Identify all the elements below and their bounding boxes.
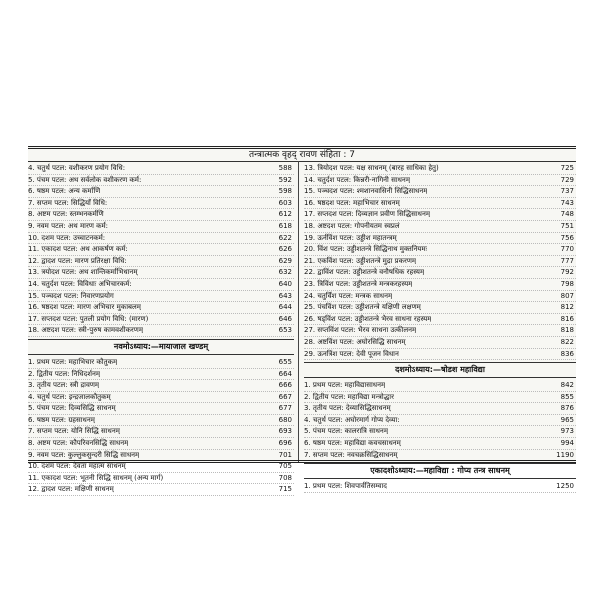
toc-entry bbox=[304, 175, 576, 187]
toc-entry bbox=[28, 163, 294, 175]
toc-entry-title: 5. पंचम पटल: दिव्यसिद्धि साधनम् bbox=[28, 404, 116, 413]
toc-entry-page: 822 bbox=[560, 337, 574, 346]
toc-entry-page: 725 bbox=[560, 164, 574, 172]
toc-entry bbox=[304, 302, 576, 314]
section-heading-ekadash: एकादशोऽध्याय:—महाविद्या : गोप्य तन्त्र साधनम् bbox=[304, 463, 576, 479]
toc-entry bbox=[28, 484, 294, 496]
toc-entry bbox=[304, 426, 576, 438]
toc-entry-title: 26. षड्विंश पटल: उड्डीशतन्त्रे भैरव साधना रहस्यम् bbox=[304, 314, 432, 323]
toc-entry-page: 792 bbox=[560, 268, 574, 277]
toc-entry-page: 655 bbox=[278, 357, 292, 366]
toc-entry-page: 677 bbox=[278, 404, 292, 413]
toc-entry-title: 21. एकविंश पटल: उड्डीशतन्त्रे मुद्रा प्रकरणम् bbox=[304, 256, 417, 265]
toc-entry-title: 27. सप्तविंश पटल: भैरव साधना उत्कीलनम् bbox=[304, 326, 417, 335]
toc-entry bbox=[304, 267, 576, 279]
toc-entry bbox=[28, 244, 294, 256]
toc-entry bbox=[28, 175, 294, 187]
toc-entry-title: 7. सप्तम पटल: योनि सिद्धि साधनम् bbox=[28, 427, 120, 436]
toc-entry-page: 598 bbox=[278, 187, 292, 196]
toc-entry bbox=[304, 186, 576, 198]
toc-entry-page: 855 bbox=[560, 392, 574, 401]
toc-entry bbox=[28, 186, 294, 198]
toc-entry-title: 19. ऊर्नविंश पटल: उड्डीश महातन्त्रम् bbox=[304, 233, 397, 242]
toc-entry-title: 11. एकादश पटल: अथ आकर्षण कर्म: bbox=[28, 245, 128, 254]
toc-entry-page: 816 bbox=[560, 314, 574, 323]
toc-entry-page: 842 bbox=[560, 381, 574, 390]
section-heading-navam: नवमोऽध्याय:—मायाजाल खण्डम् bbox=[28, 339, 294, 355]
toc-entry bbox=[304, 415, 576, 427]
toc-entry bbox=[304, 380, 576, 392]
toc-entry bbox=[28, 267, 294, 279]
toc-entry-page: 612 bbox=[278, 210, 292, 219]
toc-entry-title: 20. विंश पटल: उड्डीशतन्त्रे सिद्धिनाथ मुक्तनियमः bbox=[304, 245, 428, 254]
toc-entry-page: 708 bbox=[278, 473, 292, 482]
toc-entry-page: 666 bbox=[278, 381, 292, 390]
toc-entry-title: 14. चतुर्दश पटल: किन्नरी-नागिनी साधनम् bbox=[304, 175, 411, 184]
toc-entry bbox=[28, 221, 294, 233]
toc-entry bbox=[304, 221, 576, 233]
toc-entry bbox=[28, 279, 294, 291]
toc-entry-title: 9. नवम पटल: कुल्लुकसुन्दरी सिद्धि साधनम् bbox=[28, 450, 140, 459]
toc-entry-page: 696 bbox=[278, 439, 292, 448]
toc-entry bbox=[28, 233, 294, 245]
toc-entry-title: 6. षष्ठम पटल: महाविद्या कवचसाधनम् bbox=[304, 439, 401, 448]
toc-entry-title: 29. ऊनत्रिंश पटल: देवी पूजन विधान bbox=[304, 349, 399, 358]
toc-entry-page: 643 bbox=[278, 291, 292, 300]
toc-entry bbox=[28, 357, 294, 369]
toc-entry-title: 10. दशम पटल: देवता महात्म साधनम् bbox=[28, 462, 126, 471]
toc-entry-page: 701 bbox=[278, 450, 292, 459]
toc-entry-title: 6. षष्ठम पटल: अन्य कर्माणि bbox=[28, 187, 101, 196]
toc-entry-title: 9. नवम पटल: अथ मारण कर्म: bbox=[28, 221, 109, 230]
toc-entry-page: 705 bbox=[278, 462, 292, 471]
toc-entry bbox=[28, 438, 294, 450]
toc-entry bbox=[304, 244, 576, 256]
toc-entry-page: 743 bbox=[560, 198, 574, 207]
right-column bbox=[304, 163, 576, 493]
toc-entry bbox=[304, 314, 576, 326]
toc-entry-title: 16. षष्ठदश पटल: मारण अभिचार मुकाबलम् bbox=[28, 303, 141, 312]
toc-entry-page: 965 bbox=[560, 415, 574, 424]
toc-entry-title: 13. त्रयोदश पटल: अथ शान्तिकर्माभिधानम् bbox=[28, 268, 138, 277]
toc-entry bbox=[28, 209, 294, 221]
toc-entry-title: 1. प्रथम पटल: महाविद्यासाधनम् bbox=[304, 381, 386, 390]
toc-entry-title: 6. षष्ठम पटल: ग्रहसाधनम् bbox=[28, 415, 95, 424]
section-heading-dasham: दशमोऽध्याय:—षोडश महाविद्या bbox=[304, 362, 576, 378]
toc-entry-title: 15. पञ्चदश पटल: निवारणप्रयोग bbox=[28, 291, 114, 300]
toc-entry-page: 664 bbox=[278, 369, 292, 378]
toc-entry-title: 18. अष्टदश पटल: गोपनीयतम स्वप्नलं bbox=[304, 221, 400, 230]
toc-entry-page: 770 bbox=[560, 245, 574, 254]
left-toc-top bbox=[28, 163, 294, 337]
toc-entry bbox=[28, 473, 294, 485]
toc-entry bbox=[304, 392, 576, 404]
toc-entry bbox=[28, 256, 294, 268]
toc-entry bbox=[304, 256, 576, 268]
toc-entry-title: 22. द्वाविंश पटल: उड्डीशतन्त्रे वनौषधिक रहस्यम् bbox=[304, 268, 425, 277]
toc-entry-page: 592 bbox=[278, 175, 292, 184]
toc-entry bbox=[304, 163, 576, 175]
toc-entry bbox=[304, 481, 576, 493]
toc-entry bbox=[28, 380, 294, 392]
toc-entry bbox=[304, 438, 576, 450]
toc-entry bbox=[28, 415, 294, 427]
toc-entry-title: 25. पंचविंश पटल: उड्डीशतन्त्रे यक्षिणी लक्षणम् bbox=[304, 303, 421, 312]
column-divider bbox=[298, 161, 299, 463]
toc-entry-page: 836 bbox=[560, 349, 574, 358]
toc-entry bbox=[28, 325, 294, 337]
toc-entry-title: 4. चतुर्थ पटल: अघोरमार्ग गोप्य देव्या: bbox=[304, 415, 400, 424]
toc-entry-page: 653 bbox=[278, 326, 292, 335]
toc-entry-page: 777 bbox=[560, 256, 574, 265]
toc-entry-page: 1190 bbox=[556, 450, 574, 459]
toc-entry-title: 7. सप्तम पटल: सिद्धियाँ विधि: bbox=[28, 198, 108, 207]
toc-entry bbox=[304, 233, 576, 245]
toc-entry bbox=[28, 314, 294, 326]
toc-entry-page: 626 bbox=[278, 245, 292, 254]
toc-entry-page: 876 bbox=[560, 404, 574, 413]
toc-entry-title: 24. चतुर्विंश पटल: मन्त्रक साधनम् bbox=[304, 291, 393, 300]
toc-entry-title: 3. तृतीय पटल: देव्यासिद्धिसाधनम् bbox=[304, 404, 391, 413]
toc-entry-title: 15. पञ्चदश पटल: श्मशानवासिनी सिद्धिसाधनम् bbox=[304, 187, 428, 196]
toc-entry-page: 629 bbox=[278, 256, 292, 265]
toc-entry bbox=[28, 426, 294, 438]
toc-entry-title: 28. अष्टविंश पटल: अघोरसिद्धि साधनम् bbox=[304, 337, 406, 346]
toc-entry-title: 4. चतुर्थ पटल: वशीकरण प्रयोग विधि: bbox=[28, 164, 126, 172]
toc-entry-title: 8. अष्टम पटल: स्तम्भनकर्मणि bbox=[28, 210, 104, 219]
toc-entry-page: 756 bbox=[560, 233, 574, 242]
toc-entry-title: 7. सप्तम पटल: नवचक्रसिद्धिसाधनम् bbox=[304, 450, 398, 459]
right-toc-top bbox=[304, 163, 576, 360]
toc-entry-title: 2. द्वितीय पटल: निधिदर्शनम् bbox=[28, 369, 101, 378]
toc-entry-page: 715 bbox=[278, 485, 292, 494]
toc-entry-title: 8. अष्टम पटल: कौपरिवनसिद्धि साधनम् bbox=[28, 439, 129, 448]
toc-entry-page: 667 bbox=[278, 392, 292, 401]
toc-entry bbox=[28, 291, 294, 303]
toc-entry-page: 603 bbox=[278, 198, 292, 207]
toc-entry bbox=[304, 403, 576, 415]
toc-entry bbox=[304, 337, 576, 349]
toc-entry bbox=[304, 291, 576, 303]
toc-entry bbox=[28, 392, 294, 404]
toc-entry-page: 973 bbox=[560, 427, 574, 436]
toc-entry bbox=[304, 209, 576, 221]
toc-entry-page: 588 bbox=[278, 164, 292, 172]
toc-entry-title: 23. त्रिविंश पटल: उड्डीशतन्त्रे मन्त्रकरहस्यम् bbox=[304, 279, 413, 288]
toc-entry-title: 4. चतुर्थ पटल: इन्द्रजालकौतुकम् bbox=[28, 392, 111, 401]
toc-entry-title: 1. प्रथम पटल: शिवपार्वतिसम्वाद bbox=[304, 482, 387, 491]
toc-entry-page: 646 bbox=[278, 314, 292, 323]
toc-entry-title: 18. अष्टदश पटल: स्त्री-पुरुष कामवशीकरणम् bbox=[28, 326, 144, 335]
toc-entry-page: 632 bbox=[278, 268, 292, 277]
toc-entry bbox=[28, 198, 294, 210]
toc-entry-title: 1. प्रथम पटल: महाभिचार कौतुकम् bbox=[28, 357, 118, 366]
toc-entry bbox=[28, 369, 294, 381]
toc-entry-page: 729 bbox=[560, 175, 574, 184]
toc-entry-title: 3. तृतीय पटल: स्त्री द्रावणम् bbox=[28, 381, 100, 390]
toc-entry-page: 807 bbox=[560, 291, 574, 300]
toc-entry-title: 17. सप्तदश पटल: पुतली प्रयोग विधि: (मारण) bbox=[28, 314, 149, 323]
toc-entry bbox=[304, 279, 576, 291]
header-rule bbox=[28, 161, 576, 162]
toc-entry-title: 16. षष्ठदश पटल: महाभिचार साधनम् bbox=[304, 198, 400, 207]
right-toc-mid bbox=[304, 380, 576, 461]
toc-entry-title: 5. पंचम पटल: कालरात्रि साधनम् bbox=[304, 427, 389, 436]
toc-entry bbox=[28, 302, 294, 314]
toc-entry-page: 640 bbox=[278, 279, 292, 288]
toc-entry-page: 680 bbox=[278, 415, 292, 424]
toc-entry-page: 812 bbox=[560, 303, 574, 312]
toc-entry-title: 14. चतुर्दश पटल: विविधाः अभिचारकर्म: bbox=[28, 279, 132, 288]
toc-entry-page: 618 bbox=[278, 221, 292, 230]
toc-entry-title: 17. सप्तदश पटल: दिव्यज्ञान प्रवीण सिद्धिसाधनम् bbox=[304, 210, 431, 219]
page-header: तन्त्रात्मक वृहद् रावण संहिता : 7 bbox=[249, 150, 355, 160]
toc-entry-page: 994 bbox=[560, 439, 574, 448]
book-page bbox=[28, 146, 576, 494]
toc-entry bbox=[28, 403, 294, 415]
toc-entry-title: 2. द्वितीय पटल: महाविद्या मन्त्रोद्धार bbox=[304, 392, 394, 401]
toc-entry bbox=[304, 325, 576, 337]
toc-entry-title: 11. एकादश पटल: भूतनी सिद्धि साधनम् (अन्य मार्ग) bbox=[28, 473, 164, 482]
right-toc-bottom bbox=[304, 481, 576, 493]
toc-entry-page: 818 bbox=[560, 326, 574, 335]
toc-entry-title: 13. त्रियोदश पटल: यक्ष साधनम् (बारह साधिका हेतु) bbox=[304, 164, 439, 172]
toc-entry-page: 644 bbox=[278, 303, 292, 312]
toc-entry bbox=[304, 198, 576, 210]
toc-entry-title: 10. दशम पटल: उच्चाटनकर्म: bbox=[28, 233, 106, 242]
toc-entry-page: 622 bbox=[278, 233, 292, 242]
left-column bbox=[28, 163, 294, 496]
toc-entry-page: 748 bbox=[560, 210, 574, 219]
toc-entry-page: 751 bbox=[560, 221, 574, 230]
toc-entry-page: 693 bbox=[278, 427, 292, 436]
footer-rule bbox=[28, 460, 576, 463]
toc-entry-title: 12. द्वादश पटल: मारण प्रतिरक्षा विधि: bbox=[28, 256, 127, 265]
left-toc-bottom bbox=[28, 357, 294, 496]
toc-entry-title: 12. द्वादश पटल: मक्षिणी साधनम् bbox=[28, 485, 114, 494]
toc-entry bbox=[304, 349, 576, 361]
toc-entry-page: 1250 bbox=[556, 482, 574, 491]
toc-entry-page: 737 bbox=[560, 187, 574, 196]
toc-entry-page: 798 bbox=[560, 279, 574, 288]
toc-entry-title: 5. पंचम पटल: अथ सर्वलोक वशीकरण कर्म: bbox=[28, 175, 142, 184]
